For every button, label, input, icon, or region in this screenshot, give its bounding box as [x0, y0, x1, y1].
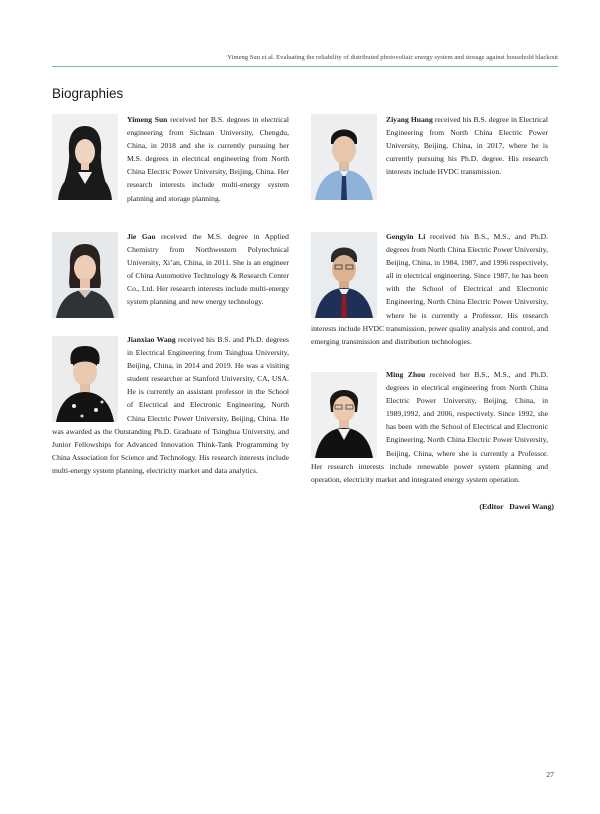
bio-text: received her B.S., M.S., and Ph.D. degrees in electrical engineering from North China Electric Power University, Beijing, China, in 1989,1992, and 2006, respectively. Since 1992, she has been with the School of Electrical and Electronic Engineering, North China Electric Power University, Beijing, China, where she is currently a Professor. Her research interests include renewable power system planning and operation, electricity market and integrated energy system operation.	[311, 370, 548, 484]
bio-yimeng-sun	[127, 113, 289, 205]
portrait-jie-gao	[52, 232, 118, 318]
bio-ming-zhou	[311, 368, 548, 486]
photo-wrap-spacer	[311, 368, 386, 458]
portrait-yimeng-sun	[52, 114, 118, 200]
photo-wrap-spacer	[52, 333, 127, 419]
bio-text: received his B.S. and Ph.D. degrees in Electrical Engineering from Tsinghua University, Beijing, China, in 2014 and 2019. He was a visiting student researcher at Stanford University, CA, USA. He is currently an assistant professor in the School of Electrical and Electronic Engineering, North China Electric Power University, Beijing, China. He was awarded as the Outstanding Ph.D. Graduate of Tsinghua University, and Junior Fellowships for Advanced Innovation Think-Tank Programming by China Association for Science and Technology. His research interests include multi-energy system planning, electricity market and data analytics.	[52, 335, 289, 475]
bio-text: received the M.S. degree in Applied Chemistry from Northwestern Polytechnical University, Xi’an, China, in 2011. She is an engineer of China Automotive Technology & Research Center Co., Ltd. Her research interests include multi-energy system planning and new energy technology.	[127, 232, 289, 307]
bio-ziyang-huang	[386, 113, 548, 178]
bio-jianxiao-wang	[52, 333, 289, 477]
header-rule	[52, 66, 558, 67]
portrait-ziyang-huang	[311, 114, 377, 200]
bio-name: Yimeng Sun	[127, 115, 168, 124]
bio-name: Jianxiao Wang	[127, 335, 176, 344]
bio-name: Jie Gao	[127, 232, 156, 241]
bio-text: received his B.S. degree in Electrical Engineering from North China Electric Power University, Beijing, China, in 2017, where he is currently pursuing his Ph.D. degree. His research interests include HVDC transmission.	[386, 115, 549, 177]
photo-wrap-spacer	[311, 230, 386, 320]
bio-name: Gengyin Li	[386, 232, 426, 241]
running-head: Yimeng Sun et al. Evaluating the reliability of distributed photovoltaic energy system and storage against household blackout	[227, 54, 558, 61]
bio-gengyin-li	[311, 230, 548, 348]
bio-jie-gao	[127, 230, 289, 309]
bio-text: received her B.S. degrees in electrical engineering from Sichuan University, Chengdu, China, in 2018 and she is currently pursuing her M.S. degrees in electrical engineering from North China Electric Power University, Beijing, China. Her research interests include multi-energy system planning and storage planning.	[127, 115, 289, 203]
bio-text: received his B.S., M.S., and Ph.D. degrees from North China Electric Power University, Beijing, China, in 1984, 1987, and 1996 respectively, all in electrical engineering. Since 1987, he has been with the School of Electrical and Electronic Engineering, North China Electric Power University, where he is currently a Professor. His research interests include HVDC transmission, power quality analysis and control, and emerging transmission and distribution technologies.	[311, 232, 548, 346]
bio-name: Ming Zhou	[386, 370, 426, 379]
bio-name: Ziyang Huang	[386, 115, 433, 124]
page-number: 27	[546, 770, 554, 779]
editor-credit: (Editor Dawei Wang)	[479, 502, 554, 511]
section-title: Biographies	[52, 86, 124, 101]
